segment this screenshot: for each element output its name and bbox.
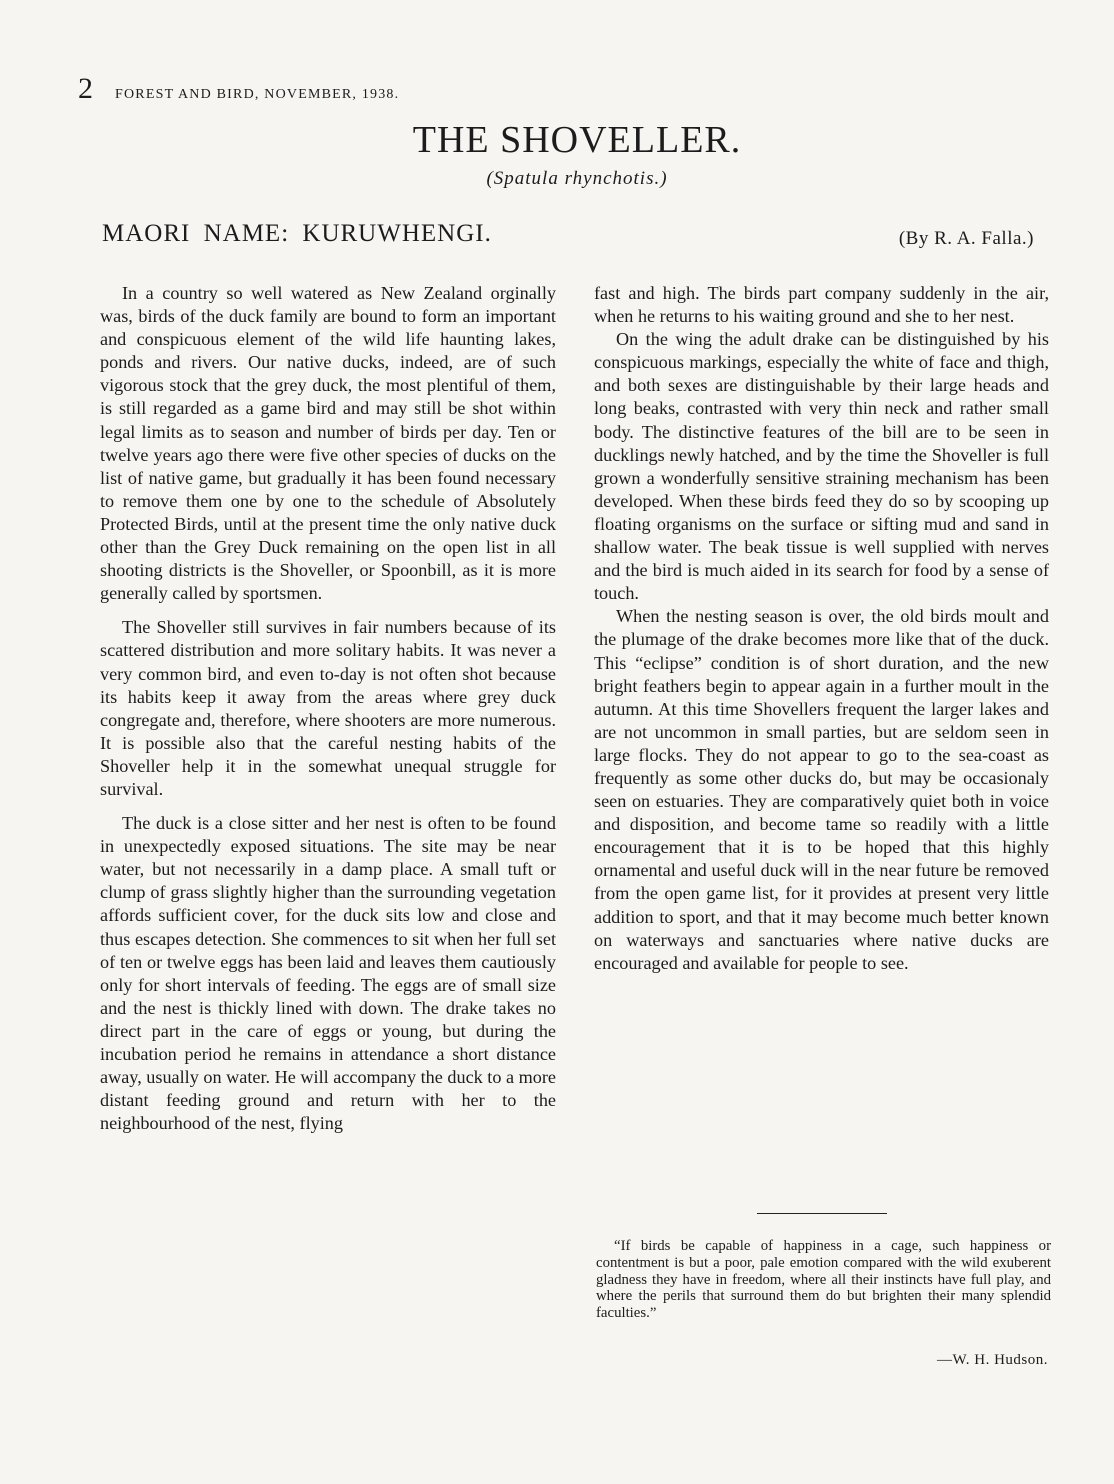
quote-author: —W. H. Hudson. bbox=[936, 1352, 1048, 1368]
section-divider bbox=[757, 1213, 887, 1214]
left-column bbox=[100, 282, 556, 1146]
paragraph: On the wing the adult drake can be distinguished by his conspicuous markings, especially the white of face and thigh, and both sexes are distinguishable by their large heads and long beaks, contrasted with very thin neck and rather small body. The distinctive features of the bill are to be seen in ducklings newly hatched, and by the time the Shoveller is full grown a wonderfully sensitive straining mechanism has been developed. When these birds feed they do so by scooping up floating organisms on the surface or sifting mud and sand in shallow water. The beak tissue is well supplied with nerves and the bird is much aided in its search for food by a sense of touch. bbox=[594, 329, 1049, 604]
scientific-name: (Spatula rhynchotis.) bbox=[486, 168, 668, 189]
page-header bbox=[78, 72, 399, 106]
author-byline: (By R. A. Falla.) bbox=[898, 228, 1034, 249]
page-number: 2 bbox=[78, 72, 93, 105]
paragraph: In a country so well watered as New Zealand orginally was, birds of the duck family are bound to form an important and conspicuous element of the wild life haunting lakes, ponds and rivers. Our native ducks, indeed, are of such vigorous stock that the grey duck, the most plentiful of them, is still regarded as a game bird and may still be shot within legal limits as to season and number of birds per day. Ten or twelve years ago there were five other species of ducks on the list of native game, but gradually it has been found necessary to remove them one by one to the schedule of Absolutely Protected Birds, until at the present time the only native duck other than the Grey Duck remaining on the open list in all shooting districts is the Shoveller, or Spoonbill, as it is more generally called by sportsmen. bbox=[100, 283, 556, 604]
hudson-quote: “If birds be capable of happiness in a cage, such happiness or contentment is but a poor, pale emotion compared with the wild exuberent gladness they have in freedom, where all their instincts have full play, and where the perils that surround them do but brighten their many splendid faculties.” bbox=[596, 1238, 1051, 1322]
running-head: FOREST AND BIRD, NOVEMBER, 1938. bbox=[115, 87, 400, 102]
paragraph: The duck is a close sitter and her nest is often to be found in unexpectedly exposed situations. The site may be near water, but not necessarily in a damp place. A small tuft or clump of grass slightly higher than the surrounding vegetation affords sufficient cover, for the duck sits low and close and thus escapes detection. She commences to sit when her full set of ten or twelve eggs has been laid and leaves them cautiously only for short intervals of feeding. The eggs are of small size and the nest is thickly lined with down. The drake takes no direct part in the care of eggs or young, but during the incubation period he remains in attendance a short distance away, usually on water. He will accompany the duck to a more distant feeding ground and return with her to the neighbourhood of the nest, flying bbox=[100, 813, 556, 1134]
paragraph: The Shoveller still survives in fair numbers because of its scattered distribution and more solitary habits. It was never a very common bird, and even to-day is not often shot because its habits keep it away from the areas where grey duck congregate and, therefore, where shooters are more numerous. It is possible also that the careful nesting habits of the Shoveller help it in the somewhat unequal struggle for survival. bbox=[100, 617, 556, 799]
article-title: THE SHOVELLER. bbox=[412, 119, 742, 161]
maori-name: MAORI NAME: KURUWHENGI. bbox=[102, 220, 492, 247]
paragraph: When the nesting season is over, the old birds moult and the plumage of the drake becomes more like that of the duck. This “eclipse” condition is of short duration, and the new bright feathers begin to appear again in a further moult in the autumn. At this time Shovellers frequent the larger lakes and are not uncommon in small parties, but are seldom seen in large flocks. They do not appear to go to the sea-coast as frequently as some other ducks do, but may be occasionaly seen on estuaries. They are comparatively quiet both in voice and disposition, and become tame so readily with a little encouragement that it is to be hoped that this highly ornamental and useful duck will in the near future be removed from the open game list, for it provides at present very little addition to sport, and that it may become much better known on waterways and sanctuaries where native ducks are encouraged and available for people to see. bbox=[594, 606, 1049, 973]
paragraph: fast and high. The birds part company suddenly in the air, when he returns to his waiting ground and she to her nest. bbox=[594, 283, 1049, 327]
right-column bbox=[594, 282, 1049, 975]
